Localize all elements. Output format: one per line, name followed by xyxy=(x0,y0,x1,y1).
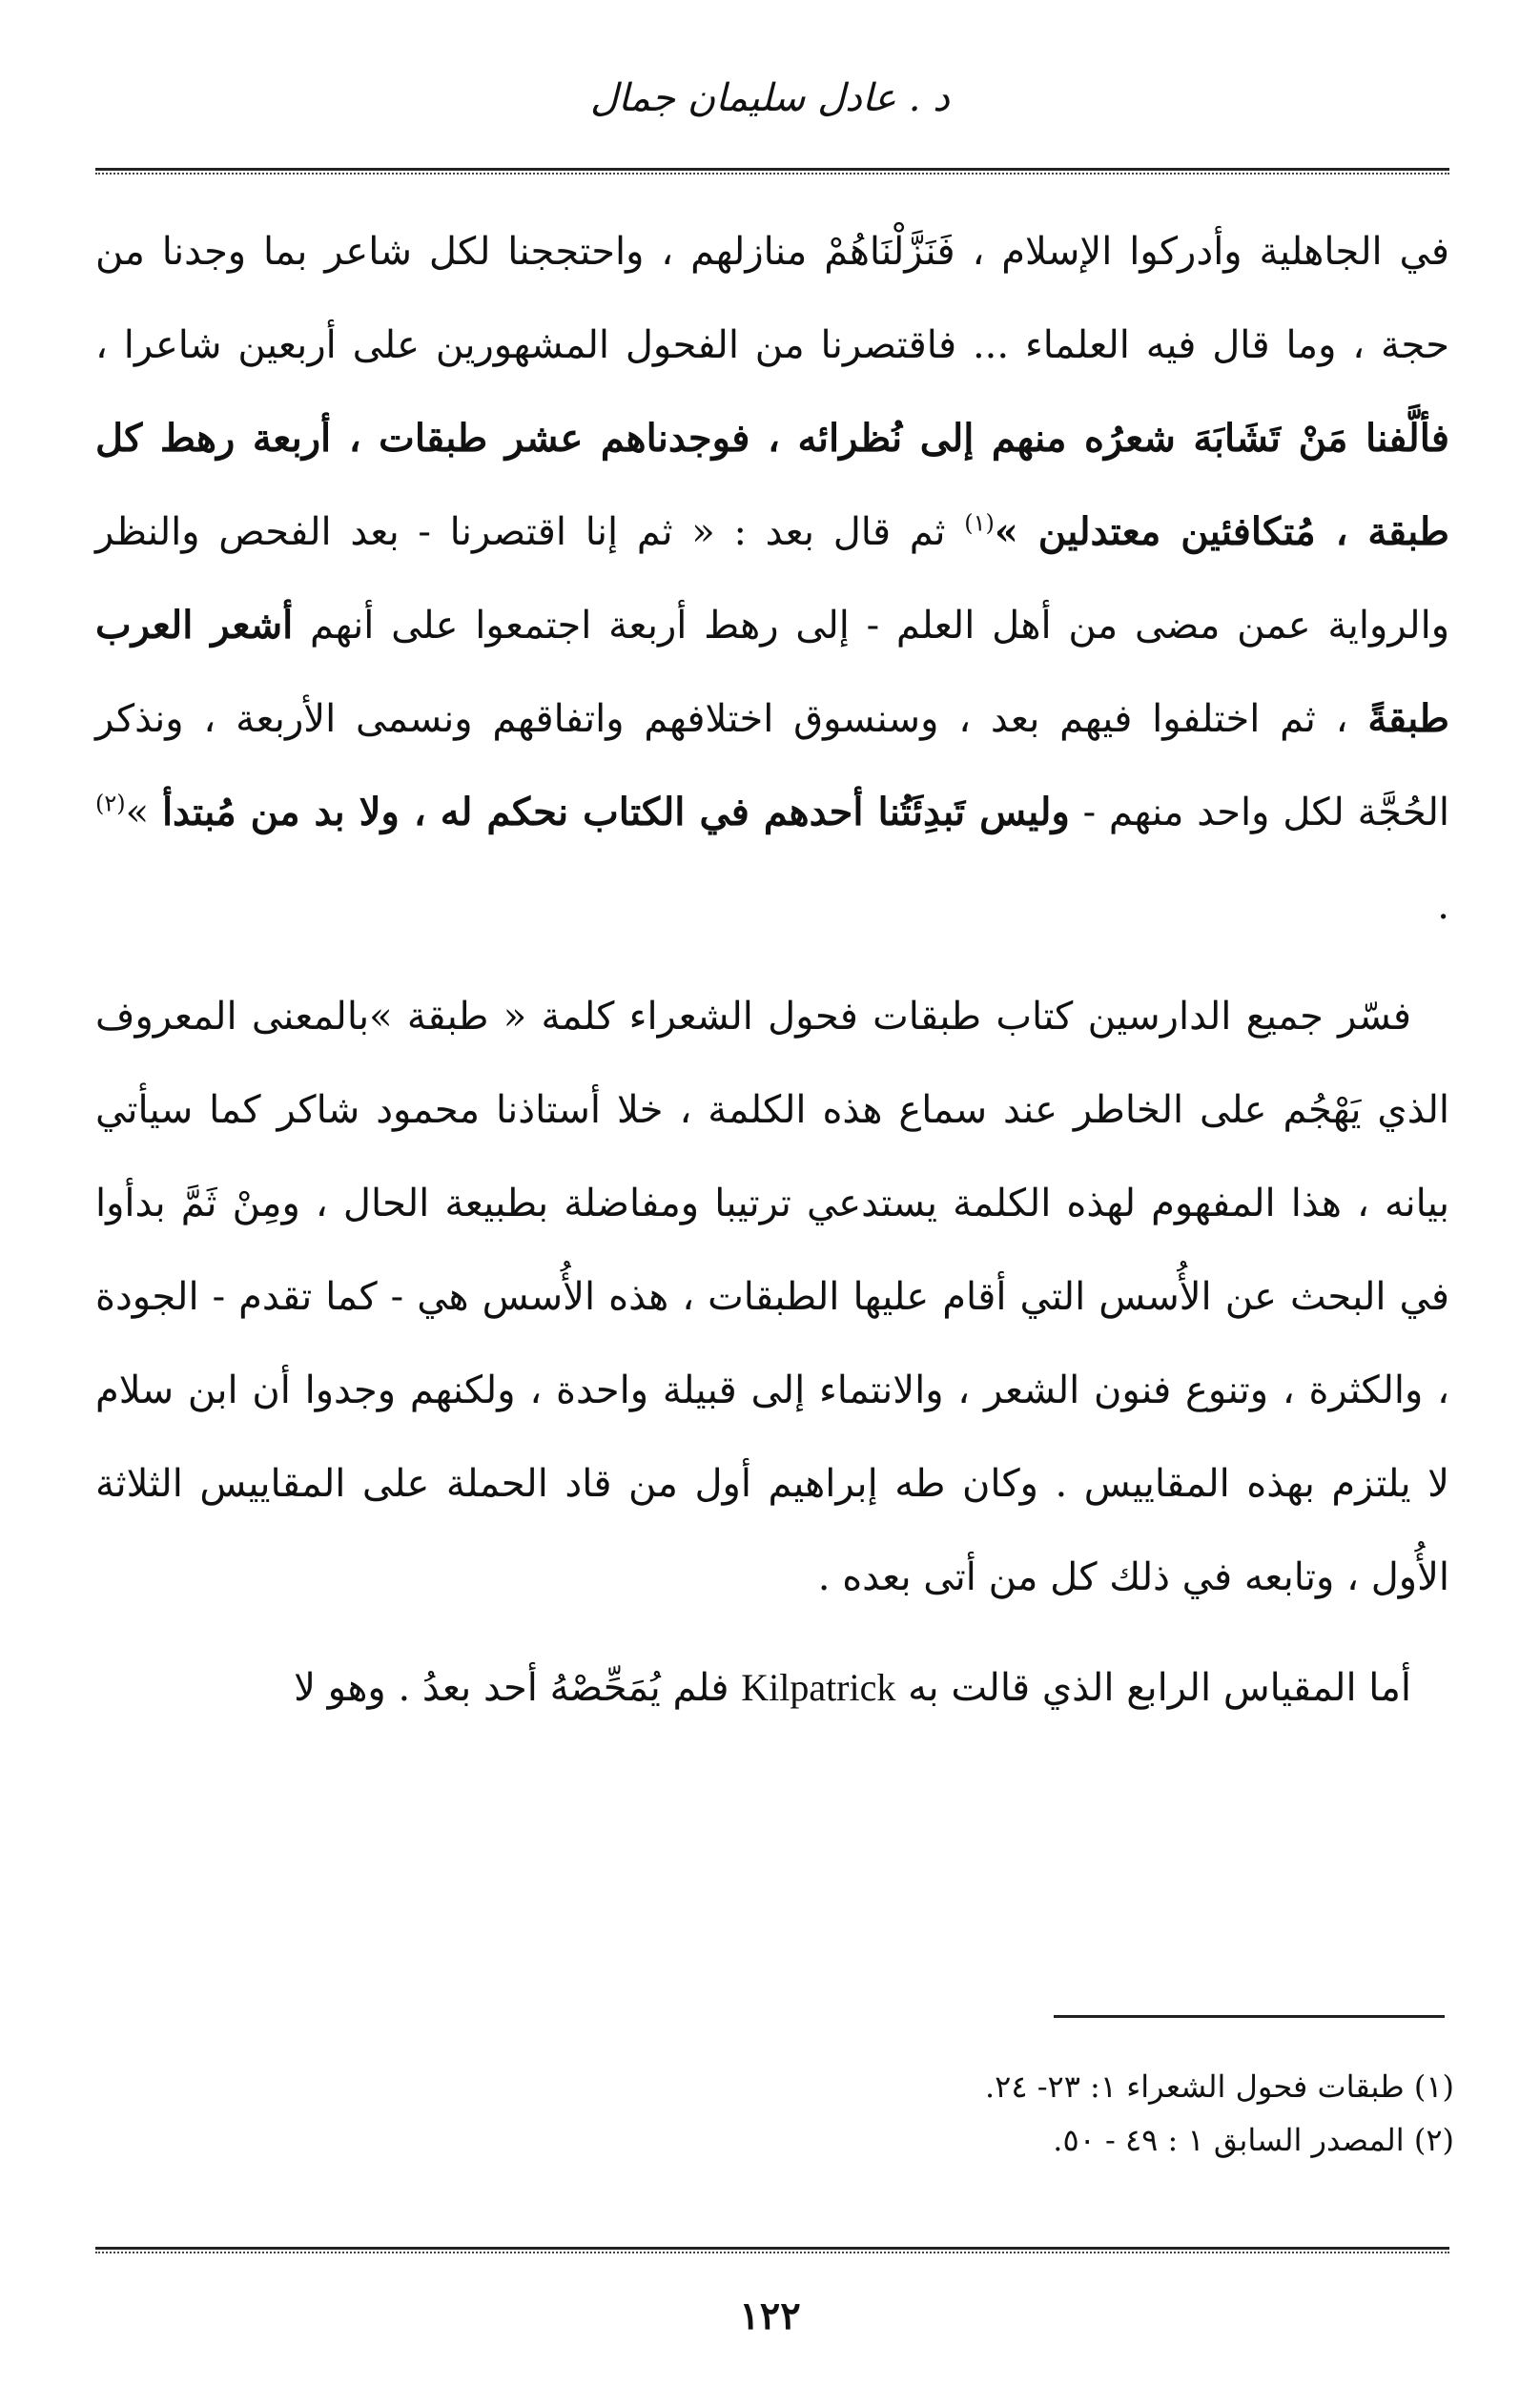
p1-bold-segment-1: فألَّفنا مَنْ تَشَابَهَ شعرُه منهم إلى نُظرائه ، فوجدناهم عشر طبقات ، أربعة رهط كل طبقة ، مُتكافئين معتدلين » xyxy=(95,416,1449,554)
p1-segment-2: ثم قال بعد : « ثم إنا اقتصرنا - بعد الفحص والنظر والرواية عمن مضى من أهل العلم - إلى رهط أربعة اجتمعوا على أنهم xyxy=(95,510,1450,648)
page-number: ١٢٢ xyxy=(739,2294,801,2338)
p1-segment-1: في الجاهلية وأدركوا الإسلام ، فَنَزَّلْنَاهُمْ منازلهم ، واحتججنا لكل شاعر بما وجدنا من حجة ، وما قال فيه العلماء ... فاقتصرنا من الفحول المشهورين على أربعين شاعرا ، xyxy=(95,230,1449,367)
paragraph-3 xyxy=(95,1641,1449,1735)
p1-bold-segment-3: وليس تَبدِئَتُنا أحدهم في الكتاب نحكم له ، ولا بد من مُبتدأ xyxy=(161,790,1070,834)
header-rule xyxy=(95,168,1449,175)
p1-closing-quote: » xyxy=(125,791,162,834)
footer-rule xyxy=(95,2247,1449,2253)
p3-segment-1: أما المقياس الرابع الذي قالت به xyxy=(895,1666,1411,1710)
running-header: د . عادل سليمان جمال xyxy=(590,76,950,120)
main-text xyxy=(95,205,1449,1735)
paragraph-1 xyxy=(95,205,1449,953)
latin-name: Kilpatrick xyxy=(741,1666,896,1709)
p3-segment-2: فلم يُمَحِّصْهُ أحد بعدُ . وهو لا xyxy=(294,1666,742,1710)
footnote-marker-1: (١) xyxy=(964,509,995,537)
footnote-marker-2: (٢) xyxy=(95,790,126,817)
footnote-2: (٢) المصدر السابق ١ : ٤٩ - ٥٠. xyxy=(1053,2122,1454,2158)
p1-segment-3: ، ثم اختلفوا فيهم بعد ، وسنسوق اختلافهم واتفاقهم ونسمى الأربعة ، ونذكر الحُجَّة لكل واحد منهم - xyxy=(95,697,1450,834)
p1-end: . xyxy=(1437,884,1449,928)
footnotes xyxy=(95,2060,1454,2167)
footnote-separator xyxy=(1054,2015,1445,2018)
footnote-1: (١) طبقات فحول الشعراء ١: ٢٣- ٢٤. xyxy=(984,2068,1454,2105)
p1-bold-segment-2: أشعر العرب طبقةً xyxy=(95,603,1449,741)
paragraph-2: فسّر جميع الدارسين كتاب طبقات فحول الشعراء كلمة « طبقة »بالمعنى المعروف الذي يَهْجُم على الخاطر عند سماع هذه الكلمة ، خلا أستاذنا محمود شاكر كما سيأتي بيانه ، هذا المفهوم لهذه الكلمة يستدعي ترتيبا ومفاضلة بطبيعة الحال ، ومِنْ ثَمَّ بدأوا في البحث عن الأُسس التي أقام عليها الطبقات ، هذه الأُسس هي - كما تقدم - الجودة ، والكثرة ، وتنوع فنون الشعر ، والانتماء إلى قبيلة واحدة ، ولكنهم وجدوا أن ابن سلام لا يلتزم بهذه المقاييس . وكان طه إبراهيم أول من قاد الحملة على المقاييس الثلاثة الأُول ، وتابعه في ذلك كل من أتى بعده . xyxy=(95,995,1449,1599)
